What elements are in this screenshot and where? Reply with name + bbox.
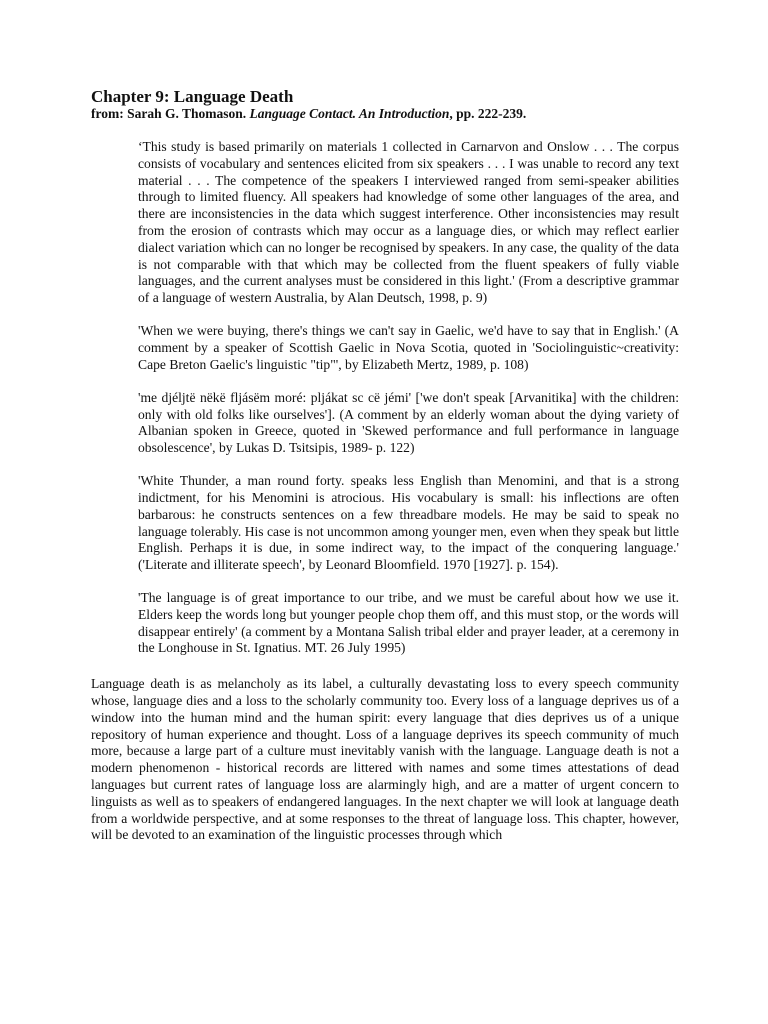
source-book-title: Language Contact. An Introduction bbox=[249, 106, 450, 121]
document-page bbox=[91, 87, 679, 844]
chapter-title: Chapter 9: Language Death bbox=[91, 87, 294, 106]
source-pages: , pp. 222-239. bbox=[449, 106, 527, 121]
body-paragraph: Language death is as melancholy as its label, a culturally devastating loss to every speech community whose, language dies and a loss to the scholarly community too. Every loss of a language deprives us of a window into the human mind and the human spirit: every language that dies deprives us of a unique repository of human experience and thought. Loss of a language deprives its speech community of much more, because a large part of a culture must inevitably vanish with the language. Language death is not a modern phenomenon - historical records are littered with names and some times attestations of dead languages but current rates of language loss are alarmingly high, and are a matter of urgent concern to linguists as well as to speakers of endangered languages. In the next chapter we will look at language death from a worldwide perspective, and at some responses to the threat of language loss. This chapter, however, will be devoted to an examination of the linguistic processes through which bbox=[91, 676, 679, 843]
source-prefix: from: Sarah G. Thomason. bbox=[91, 106, 250, 121]
epigraph-quotes bbox=[138, 139, 679, 657]
chapter-source bbox=[91, 106, 679, 122]
quote-mertz: 'When we were buying, there's things we can't say in Gaelic, we'd have to say that in English.' (A comment by a speaker of Scottish Gaelic in Nova Scotia, quoted in 'Sociolinguistic~creativity: Cape Breton Gaelic's linguistic "tip"', by Elizabeth Mertz, 1989, p. 108) bbox=[138, 323, 679, 372]
quote-bloomfield: 'White Thunder, a man round forty. speaks less English than Menomini, and that is a strong indictment, for his Menomini is atrocious. His vocabulary is small: his inflections are often barbarous: he constructs sentences on a few threadbare models. He may be said to speak no language tolerably. His case is not uncommon among younger men, even when they speak but little English. Perhaps it is due, in some indirect way, to the impact of the conquering language.' ('Literate and illiterate speech', by Leonard Bloomfield. 1970 [1927]. p. 154). bbox=[138, 473, 679, 573]
quote-salish-elder: 'The language is of great importance to our tribe, and we must be careful about how we use it. Elders keep the words long but younger people chop them off, and this must stop, or the words will disappear entirely' (a comment by a Montana Salish tribal elder and prayer leader, at a ceremony in the Longhouse in St. Ignatius. MT. 26 July 1995) bbox=[138, 590, 679, 656]
quote-deutsch: ‘This study is based primarily on materials 1 collected in Carnarvon and Onslow . . . The corpus consists of vocabulary and sentences elicited from six speakers . . . I was unable to record any text material . . . The competence of the speakers I interviewed ranged from semi-speaker abilities through to limited fluency. All speakers had knowledge of some other languages of the area, and there are inconsistencies in the data which suggest interference. Other inconsistencies may result from the erosion of contrasts which may occur as a language dies, or which may reflect earlier dialect variation which can no longer be recognised by speakers. In any case, the quality of the data is not comparable with that which may be collected from the fluent speakers of fully viable languages, and the current analyses must be considered in this light.' (From a descriptive grammar of a language of western Australia, by Alan Deutsch, 1998, p. 9) bbox=[138, 139, 679, 306]
quote-tsitsipis: 'me djéljtë nëkë fljásëm moré: pljákat sc cë jémi' ['we don't speak [Arvanitika] with the children: only with old folks like ourselves']. (A comment by an elderly woman about the dying variety of Albanian spoken in Greece, quoted in 'Skewed performance and full performance in language obsolescence', by Lukas D. Tsitsipis, 1989- p. 122) bbox=[138, 389, 679, 456]
